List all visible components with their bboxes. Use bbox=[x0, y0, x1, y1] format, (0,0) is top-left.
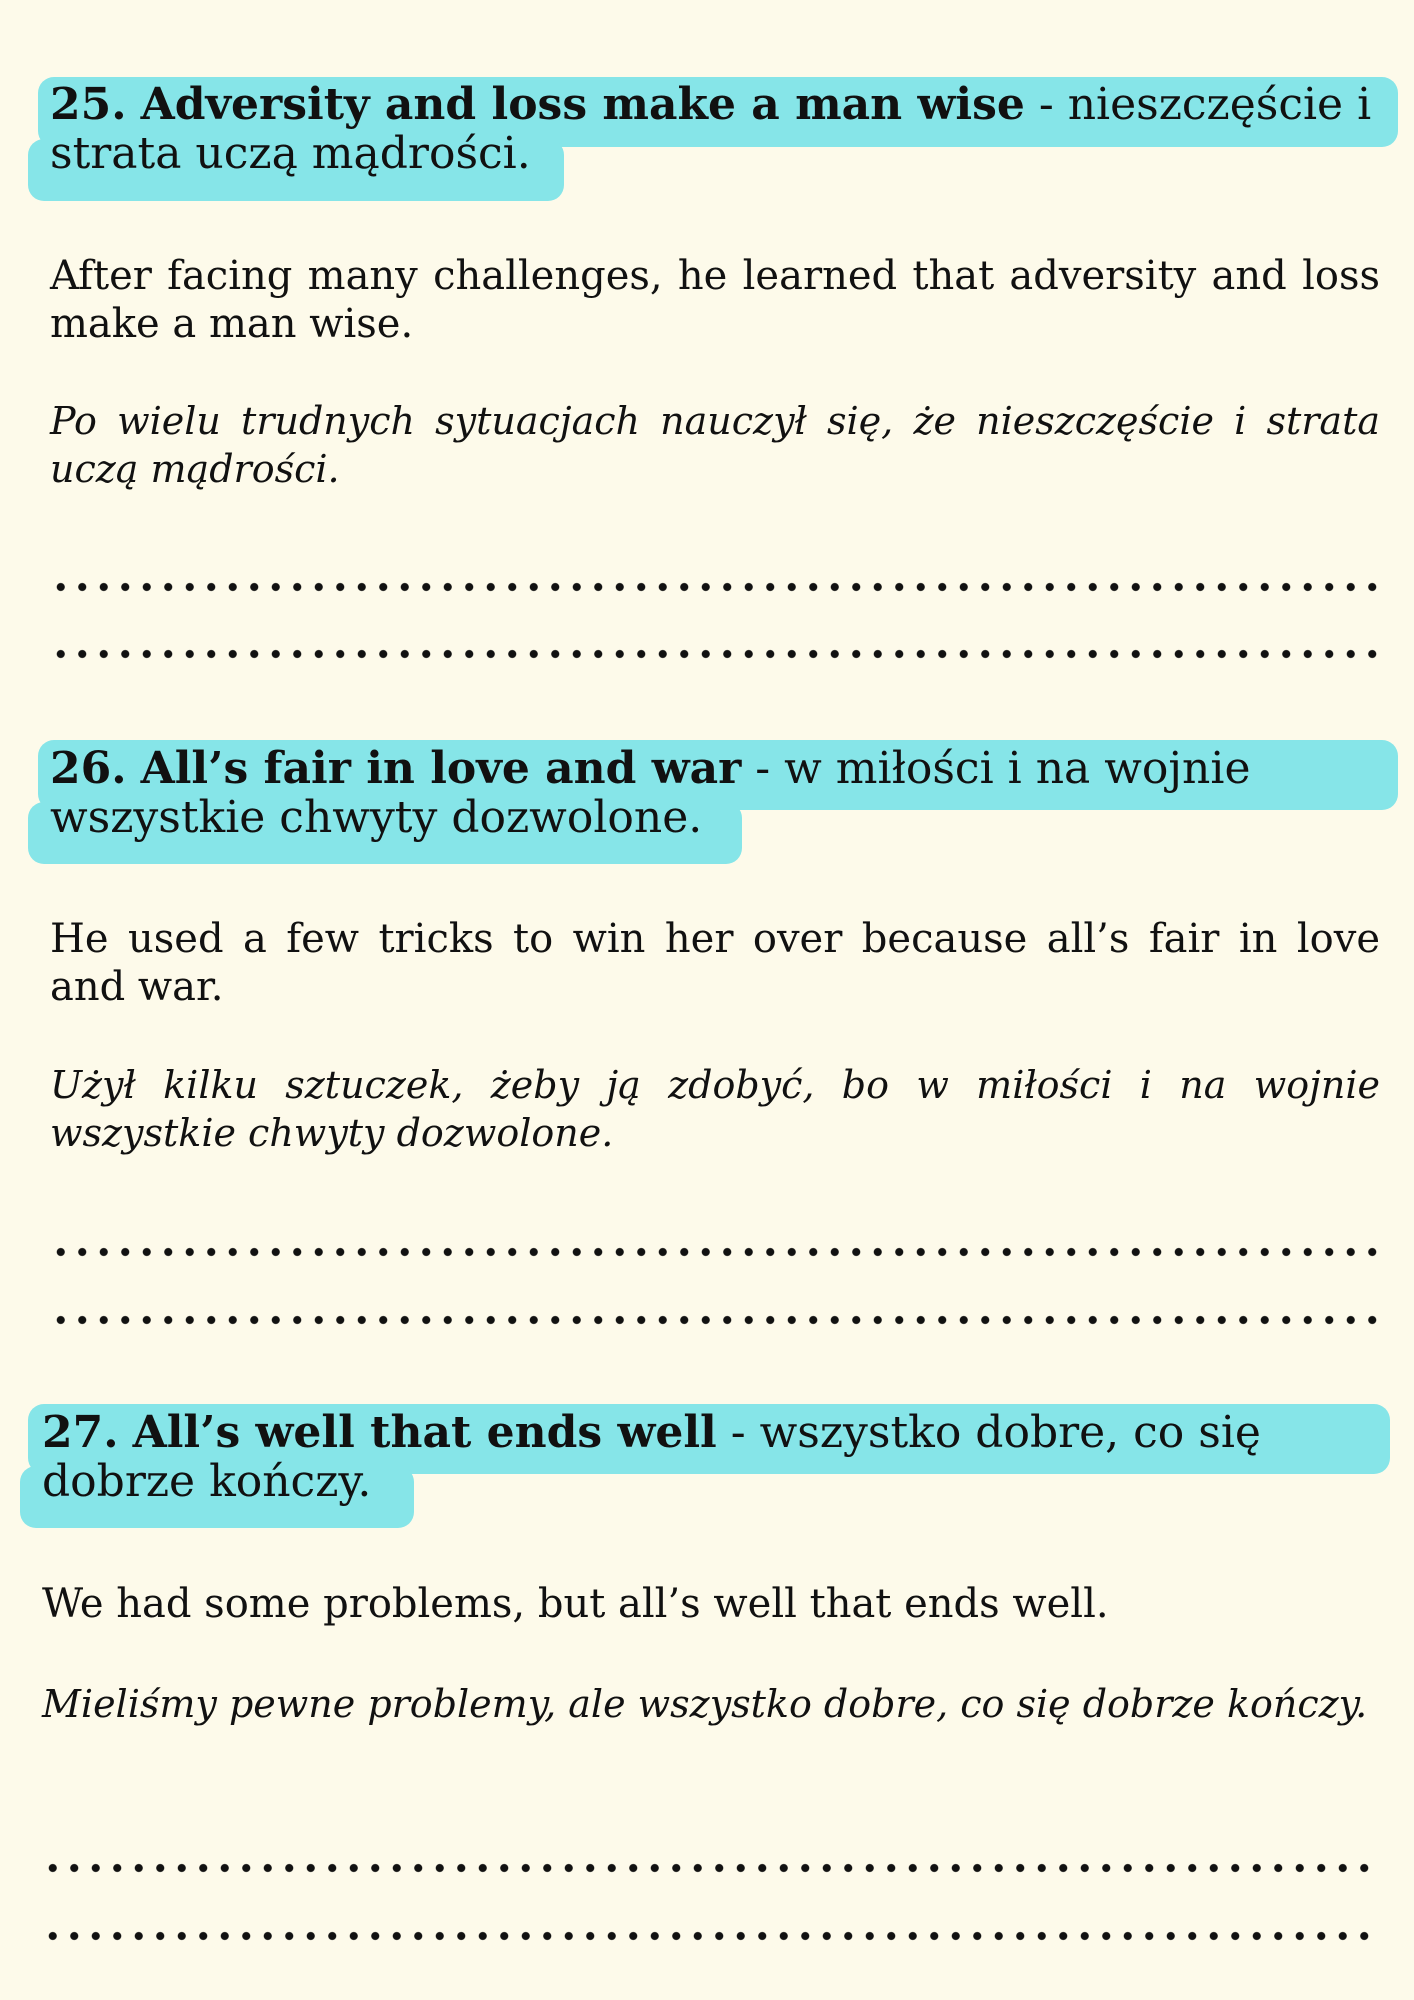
entry-translation-part1: wszystko dobre, co się bbox=[759, 1407, 1261, 1458]
entry-separator: - bbox=[1024, 79, 1068, 130]
entry-separator: - bbox=[741, 743, 785, 794]
example-sentence: We had some problems, but all’s well that ends well. bbox=[42, 1581, 1109, 1627]
entry-separator: - bbox=[716, 1407, 760, 1458]
entry-number: 25. bbox=[50, 79, 127, 130]
entry-phrase: All’s fair in love and war bbox=[140, 743, 742, 794]
answer-line bbox=[50, 1246, 1380, 1258]
example-translation: Mieliśmy pewne problemy, ale wszystko dobre, co się dobrze kończy. bbox=[42, 1682, 1368, 1726]
entry-heading bbox=[50, 744, 1380, 842]
entry-number: 26. bbox=[50, 743, 127, 794]
example-sentence: He used a few tricks to win her over because all’s fair in love and war. bbox=[50, 916, 1380, 1010]
entry-heading bbox=[50, 80, 1380, 178]
answer-line bbox=[50, 581, 1380, 593]
entry-heading bbox=[42, 1408, 1372, 1506]
answer-line bbox=[50, 648, 1380, 660]
entry-translation-part2: strata uczą mądrości. bbox=[50, 128, 531, 179]
entry-number: 27. bbox=[42, 1407, 119, 1458]
entry-translation-part1: w miłości i na wojnie bbox=[784, 743, 1251, 794]
example-translation: Po wielu trudnych sytuacjach nauczył się, że nieszczęście i strata uczą mądrości. bbox=[50, 399, 1380, 491]
entry-phrase: All’s well that ends well bbox=[132, 1407, 717, 1458]
entry-translation-part1: nieszczęście i bbox=[1067, 79, 1372, 130]
answer-line bbox=[42, 1862, 1372, 1874]
example-translation: Użył kilku sztuczek, żeby ją zdobyć, bo w miłości i na wojnie wszystkie chwyty dozwolone. bbox=[50, 1063, 1380, 1155]
entry-phrase: Adversity and loss make a man wise bbox=[140, 79, 1025, 130]
entry-translation-part2: wszystkie chwyty dozwolone. bbox=[50, 792, 703, 843]
answer-line bbox=[50, 1314, 1380, 1326]
answer-line bbox=[42, 1930, 1372, 1942]
example-sentence: After facing many challenges, he learned that adversity and loss make a man wise. bbox=[50, 253, 1380, 347]
entry-translation-part2: dobrze kończy. bbox=[42, 1456, 372, 1507]
